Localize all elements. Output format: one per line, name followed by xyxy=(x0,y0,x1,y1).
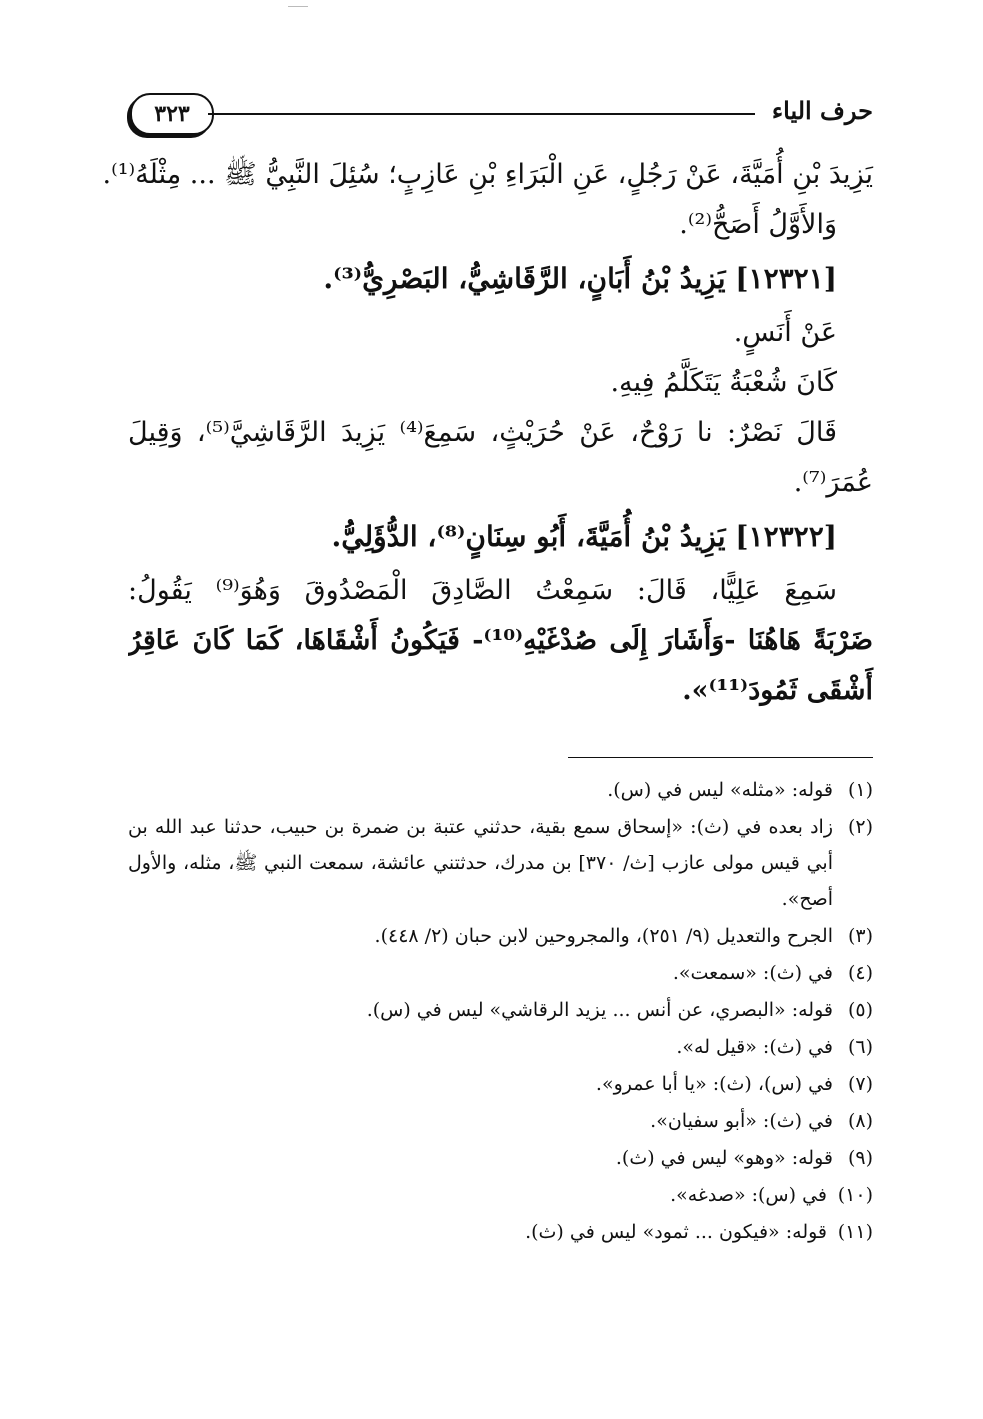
footnote-text: الجرح والتعديل (٩/ ٢٥١)، والمجروحين لابن حبان (٢/ ٤٤٨). xyxy=(374,925,833,947)
text-line: سَمِعَ عَلِيًّا، قَالَ: سَمِعْتُ الصَّادِقَ الْمَصْدُوقَ وَهُوَ⁽⁹⁾ يَقُولُ: xyxy=(128,575,837,606)
text-line: عُمَرَ⁽⁷⁾. xyxy=(793,467,873,498)
text-line: أَشْقَى ثَمُودَ⁽¹¹⁾». xyxy=(682,675,873,706)
footnote-number: (٩) xyxy=(847,1147,873,1169)
footnote xyxy=(128,1029,873,1065)
footnotes xyxy=(128,772,873,1251)
footnote-number: (١١) xyxy=(837,1221,873,1243)
footnote-text: قوله: «البصري، عن أنس ... يزيد الرقاشي» ليس في (س). xyxy=(366,999,833,1021)
text-line: وَالأَوَّلُ أَصَحُّ⁽²⁾. xyxy=(679,209,837,240)
footnote-number: (٢) xyxy=(847,816,873,838)
entry-heading-12322: [١٢٣٢٢] يَزِيدُ بْنُ أُمَيَّةَ، أَبُو سِنَانٍ⁽⁸⁾، الدُّؤَلِيُّ. xyxy=(331,520,837,553)
page-number-badge: ٣٢٣ xyxy=(130,93,214,135)
footnote-text: زاد بعده في (ث): «إسحاق سمع بقية، حدثني عتبة بن ضمرة بن حبيب، حدثنا عبد الله بن أبي قيس مولى عازب [ث/ ٣٧٠] بن مدرك، حدثتني عائشة، سمعت النبي ﷺ، مثله، والأول أصح». xyxy=(128,816,833,910)
text-line: كَانَ شُعْبَةُ يَتَكَلَّمُ فِيهِ. xyxy=(610,367,837,398)
footnote xyxy=(128,1066,873,1102)
text-line: يَزِيدَ بْنِ أُمَيَّةَ، عَنْ رَجُلٍ، عَنِ الْبَرَاءِ بْنِ عَازِبٍ؛ سُئِلَ النَّبِيُّ ﷺ ... مِثْلَهُ⁽¹⁾. xyxy=(102,159,873,190)
footnote-number: (٤) xyxy=(847,962,873,984)
footnote xyxy=(128,1214,873,1250)
footnote-number: (١) xyxy=(847,779,873,801)
text-line: ضَرْبَةً هَاهُنَا -وَأَشَارَ إِلَى صُدْغَيْهِ⁽¹⁰⁾- فَيَكُونُ أَشْقَاهَا، كَمَا كَانَ عَاقِرُ xyxy=(128,625,873,656)
text-line: عَنْ أَنَسٍ. xyxy=(733,317,837,348)
top-mark xyxy=(288,0,308,7)
footnote-text: في (ث): «قيل له». xyxy=(676,1036,833,1058)
running-title: حرف الياء xyxy=(771,96,873,125)
entry-heading-12321: [١٢٣٢١] يَزِيدُ بْنُ أَبَانٍ، الرَّقَاشِيُّ، البَصْرِيُّ⁽³⁾. xyxy=(323,262,837,295)
footnote-number: (٥) xyxy=(847,999,873,1021)
footnote-number: (١٠) xyxy=(837,1184,873,1206)
footnote-number: (٧) xyxy=(847,1073,873,1095)
footnote xyxy=(128,992,873,1028)
footnote xyxy=(128,1140,873,1176)
footnote-separator xyxy=(568,757,873,758)
footnote-text: في (س)، (ث): «يا أبا عمرو». xyxy=(595,1073,833,1095)
header-rule xyxy=(208,113,755,115)
footnote xyxy=(128,1177,873,1213)
footnote xyxy=(128,772,873,808)
footnote xyxy=(128,1103,873,1139)
footnote-number: (٣) xyxy=(847,925,873,947)
footnote-text: قوله: «فيكون ... ثمود» ليس في (ث). xyxy=(525,1221,827,1243)
footnote-text: قوله: «مثله» ليس في (س). xyxy=(607,779,833,801)
footnote xyxy=(128,955,873,991)
page-header xyxy=(128,88,873,144)
main-text xyxy=(102,150,873,716)
footnote-number: (٨) xyxy=(847,1110,873,1132)
footnote-text: قوله: «وهو» ليس في (ث). xyxy=(615,1147,833,1169)
footnote-number: (٦) xyxy=(847,1036,873,1058)
footnote xyxy=(128,918,873,954)
footnote-text: في (ث): «سمعت». xyxy=(672,962,833,984)
footnote-text: في (ث): «أبو سفيان». xyxy=(650,1110,833,1132)
footnote-text: في (س): «صدغه». xyxy=(670,1184,827,1206)
footnote xyxy=(128,809,873,917)
text-line: قَالَ نَصْرٌ: نا رَوْحٌ، عَنْ حُرَيْثٍ، سَمِعَ⁽⁴⁾ يَزِيدَ الرَّقَاشِيَّ⁽⁵⁾، وَقِيلَ xyxy=(128,417,838,448)
